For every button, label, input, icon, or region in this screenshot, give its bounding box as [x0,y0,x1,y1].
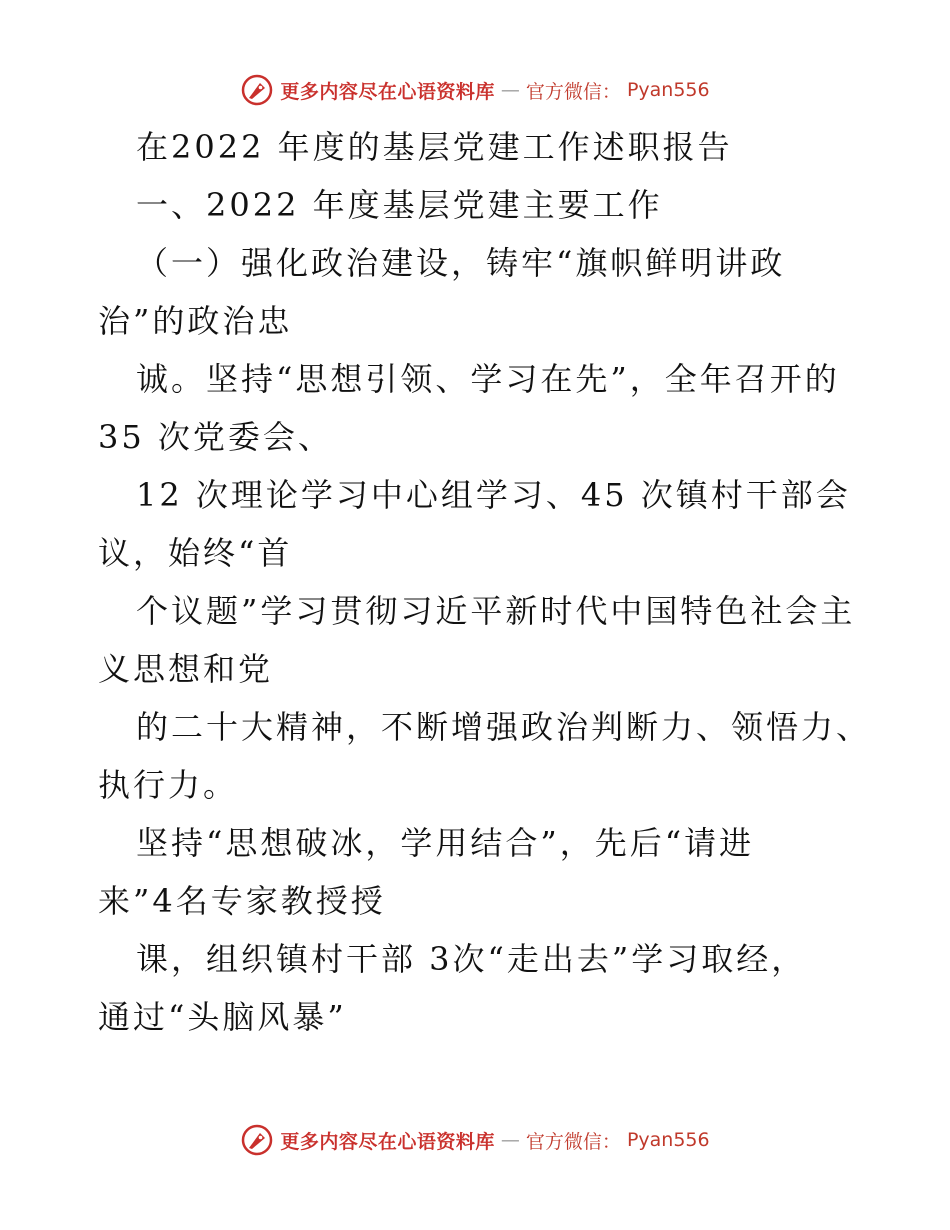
footer-watermark [0,1120,950,1160]
document-text-line: 议，始终“首 [98,534,293,572]
document-text-line: （一）强化政治建设，铸牢“旗帜鲜明讲政 [136,244,786,282]
watermark-separator: — [500,79,520,101]
document-text-line: 治”的政治忠 [98,302,293,340]
document-text-line: 35 次党委会、 [98,418,333,456]
document-text-line: 12 次理论学习中心组学习、45 次镇村干部会 [136,476,851,514]
document-text-line: 来”4名专家教授授 [98,882,386,920]
document-text-line: 个议题”学习贯彻习近平新时代中国特色社会主 [136,592,856,630]
watermark-brand-text: 更多内容尽在心语资料库 [280,80,495,103]
watermark-wechat-label: 官方微信： [525,1130,621,1153]
document-text-line: 的二十大精神，不断增强政治判断力、领悟力、 [136,708,872,746]
header-watermark [0,70,950,110]
document-text-line: 一、2022 年度基层党建主要工作 [136,186,663,224]
document-text-line: 诚。坚持“思想引领、学习在先”，全年召开的 [136,360,840,398]
watermark-brand-text: 更多内容尽在心语资料库 [280,1130,495,1153]
pen-nib-logo-icon [240,1123,274,1157]
document-body [98,118,872,1046]
watermark-wechat-label: 官方微信： [525,80,621,103]
document-text-line: 坚持“思想破冰，学用结合”，先后“请进 [136,824,755,862]
watermark-wechat-id: Pyan556 [626,79,710,101]
document-text-line: 义思想和党 [98,650,274,688]
pen-nib-logo-icon [240,73,274,107]
document-text-line: 课，组织镇村干部 3次“走出去”学习取经， [136,940,807,978]
watermark-wechat-id: Pyan556 [626,1129,710,1151]
document-text-line: 通过“头脑风暴” [98,998,347,1036]
watermark-separator: — [500,1129,520,1151]
document-text-line: 在2022 年度的基层党建工作述职报告 [136,128,733,166]
document-text-line: 执行力。 [98,766,239,804]
